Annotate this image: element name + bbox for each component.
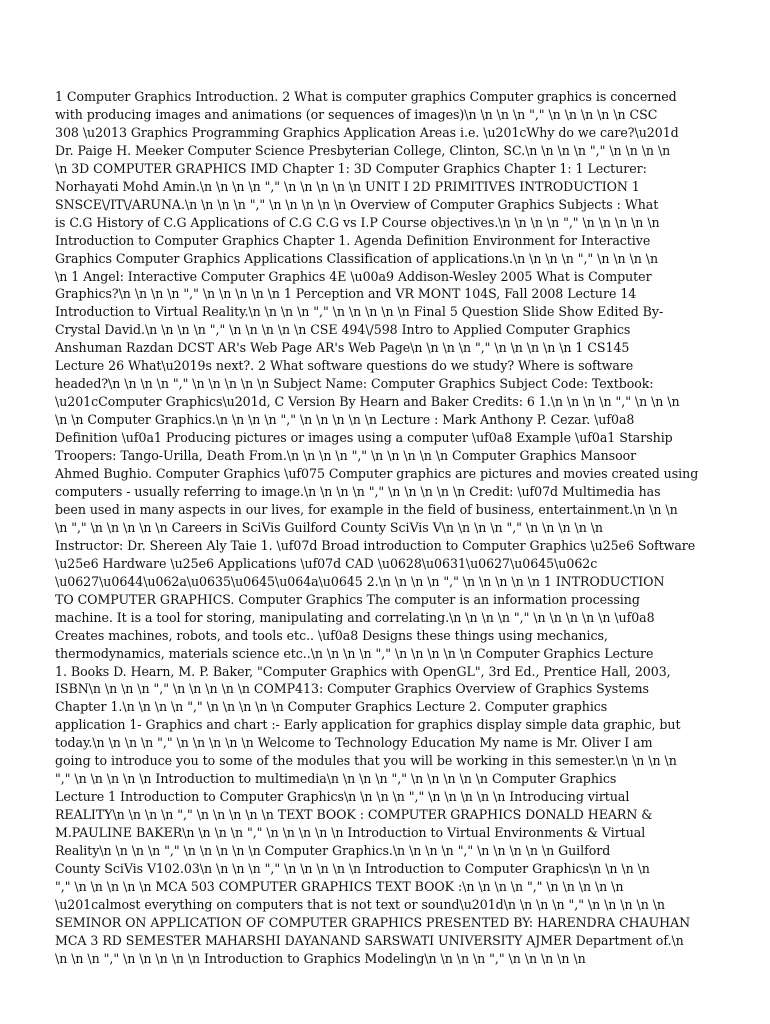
- text-line: \u0627\u0644\u062a\u0635\u0645\u064a\u0645 2.\n \n \n \n "," \n \n \n \n \n 1 INTRODUCTION: [55, 573, 665, 589]
- text-line: computers - usually referring to image.\n \n \n \n "," \n \n \n \n \n Credit: \uf07d Multimedia has: [55, 483, 661, 499]
- text-line: Lecture 26 What\u2019s next?. 2 What software questions do we study? Where is software: [55, 358, 634, 374]
- text-line: Troopers: Tango-Urilla, Death From.\n \n \n \n "," \n \n \n \n \n Computer Graphics Mansoor: [55, 448, 637, 464]
- text-line: Reality\n \n \n \n "," \n \n \n \n \n Computer Graphics.\n \n \n \n "," \n \n \n \n \n Guilford: [55, 843, 611, 859]
- text-line: Graphics Computer Graphics Applications Classification of applications.\n \n \n \n "," \n \n \n \n: [55, 250, 659, 266]
- text-line: SNSCE\/IT\/ARUNA.\n \n \n \n "," \n \n \n \n \n Overview of Computer Graphics Subjects : What: [55, 196, 659, 212]
- document-body-text: [55, 88, 715, 968]
- text-line: 1 Computer Graphics Introduction. 2 What is computer graphics Computer graphics is concerned: [55, 89, 677, 104]
- text-line: Chapter 1.\n \n \n \n "," \n \n \n \n \n Computer Graphics Lecture 2. Computer graphics: [55, 699, 608, 715]
- text-line: 308 \u2013 Graphics Programming Graphics Application Areas i.e. \u201cWhy do we care?\u201d: [55, 124, 679, 140]
- text-line: Introduction to Virtual Reality.\n \n \n \n "," \n \n \n \n \n Final 5 Question Slide Show Edited By-: [55, 304, 664, 320]
- text-line: application 1- Graphics and chart :- Early application for graphics display simple data graphic, but: [55, 717, 681, 733]
- text-line: today.\n \n \n \n "," \n \n \n \n \n Welcome to Technology Education My name is Mr. Oliver I am: [55, 735, 653, 751]
- text-line: "," \n \n \n \n \n Introduction to multimedia\n \n \n \n "," \n \n \n \n \n Computer Graphics: [55, 771, 617, 787]
- text-line: Crystal David.\n \n \n \n "," \n \n \n \n \n CSE 494\/598 Intro to Applied Computer Graphics: [55, 322, 631, 338]
- text-line: Norhayati Mohd Amin.\n \n \n \n "," \n \n \n \n \n UNIT I 2D PRIMITIVES INTRODUCTION 1: [55, 178, 640, 194]
- text-line: \n 3D COMPUTER GRAPHICS IMD Chapter 1: 3D Computer Graphics Chapter 1: 1 Lecturer:: [55, 160, 647, 176]
- text-line: TO COMPUTER GRAPHICS. Computer Graphics The computer is an information processing: [55, 591, 640, 607]
- text-line: with producing images and animations (or sequences of images)\n \n \n \n "," \n \n \n \n \n CSC: [55, 106, 658, 122]
- text-line: thermodynamics, materials science etc..\n \n \n \n "," \n \n \n \n \n Computer Graphics Lecture: [55, 645, 654, 661]
- text-line: Ahmed Bughio. Computer Graphics \uf075 Computer graphics are pictures and movies created using: [55, 466, 699, 482]
- text-line: County SciVis V102.03\n \n \n \n "," \n \n \n \n \n Introduction to Computer Graphics\n \n \n \n: [55, 860, 650, 876]
- text-line: \n \n Computer Graphics.\n \n \n \n "," \n \n \n \n \n Lecture : Mark Anthony P. Cezar. \uf0a8: [55, 412, 635, 428]
- text-line: "," \n \n \n \n \n MCA 503 COMPUTER GRAPHICS TEXT BOOK :\n \n \n \n "," \n \n \n \n \n: [55, 878, 624, 894]
- text-line: \n \n \n "," \n \n \n \n \n Introduction to Graphics Modeling\n \n \n \n "," \n \n \n \n \n: [55, 950, 586, 966]
- text-line: is C.G History of C.G Applications of C.G C.G vs I.P Course objectives.\n \n \n \n "," \n \n \n \n \n: [55, 214, 660, 230]
- text-line: going to introduce you to some of the modules that you will be working in this semester.\n \n \n \n: [55, 753, 677, 769]
- text-line: headed?\n \n \n \n "," \n \n \n \n \n Subject Name: Computer Graphics Subject Code: Textbook:: [55, 376, 654, 392]
- text-line: \n 1 Angel: Interactive Computer Graphics 4E \u00a9 Addison-Wesley 2005 What is Computer: [55, 268, 652, 284]
- text-line: SEMINOR ON APPLICATION OF COMPUTER GRAPHICS PRESENTED BY: HARENDRA CHAUHAN: [55, 914, 691, 930]
- text-line: Creates machines, robots, and tools etc.. \uf0a8 Designs these things using mechanics,: [55, 627, 608, 643]
- text-line: MCA 3 RD SEMESTER MAHARSHI DAYANAND SARSWATI UNIVERSITY AJMER Department of.\n: [55, 932, 684, 948]
- text-line: \u201calmost everything on computers that is not text or sound\u201d\n \n \n \n "," \n \n \n \n \n: [55, 896, 665, 912]
- text-line: Graphics?\n \n \n \n "," \n \n \n \n \n 1 Perception and VR MONT 104S, Fall 2008 Lecture 14: [55, 286, 637, 302]
- text-line: machine. It is a tool for storing, manipulating and correlating.\n \n \n \n "," \n \n \n \n \n \uf0a8: [55, 609, 655, 625]
- text-line: Lecture 1 Introduction to Computer Graphics\n \n \n \n "," \n \n \n \n \n Introducing virtual: [55, 789, 630, 805]
- text-line: \u25e6 Hardware \u25e6 Applications \uf07d CAD \u0628\u0631\u0627\u0645\u062c: [55, 555, 598, 571]
- text-line: Dr. Paige H. Meeker Computer Science Presbyterian College, Clinton, SC.\n \n \n \n "," \n \n \n \n: [55, 142, 671, 158]
- text-line: Instructor: Dr. Shereen Aly Taie 1. \uf07d Broad introduction to Computer Graphics \u25e6 Software: [55, 537, 696, 553]
- text-line: Introduction to Computer Graphics Chapter 1. Agenda Definition Environment for Interactive: [55, 232, 651, 248]
- text-line: 1. Books D. Hearn, M. P. Baker, "Computer Graphics with OpenGL", 3rd Ed., Prentice Hall, 2003,: [55, 663, 671, 679]
- text-line: \n "," \n \n \n \n \n Careers in SciVis Guilford County SciVis V\n \n \n \n "," \n \n \n \n \n: [55, 519, 603, 535]
- text-line: Definition \uf0a1 Producing pictures or images using a computer \uf0a8 Example \uf0a1 Starship: [55, 430, 673, 446]
- text-line: ISBN\n \n \n \n "," \n \n \n \n \n COMP413: Computer Graphics Overview of Graphics Systems: [55, 681, 649, 697]
- text-line: M.PAULINE BAKER\n \n \n \n "," \n \n \n \n \n Introduction to Virtual Environments & Virtual: [55, 825, 646, 841]
- text-line: Anshuman Razdan DCST AR's Web Page AR's Web Page\n \n \n \n "," \n \n \n \n \n 1 CS145: [55, 340, 630, 356]
- text-line: been used in many aspects in our lives, for example in the field of business, entertainment.\n \n \n: [55, 501, 678, 517]
- text-line: REALITY\n \n \n \n "," \n \n \n \n \n TEXT BOOK : COMPUTER GRAPHICS DONALD HEARN &: [55, 807, 653, 823]
- text-line: \u201cComputer Graphics\u201d, C Version By Hearn and Baker Credits: 6 1.\n \n \n \n "," \n \n \n: [55, 394, 680, 410]
